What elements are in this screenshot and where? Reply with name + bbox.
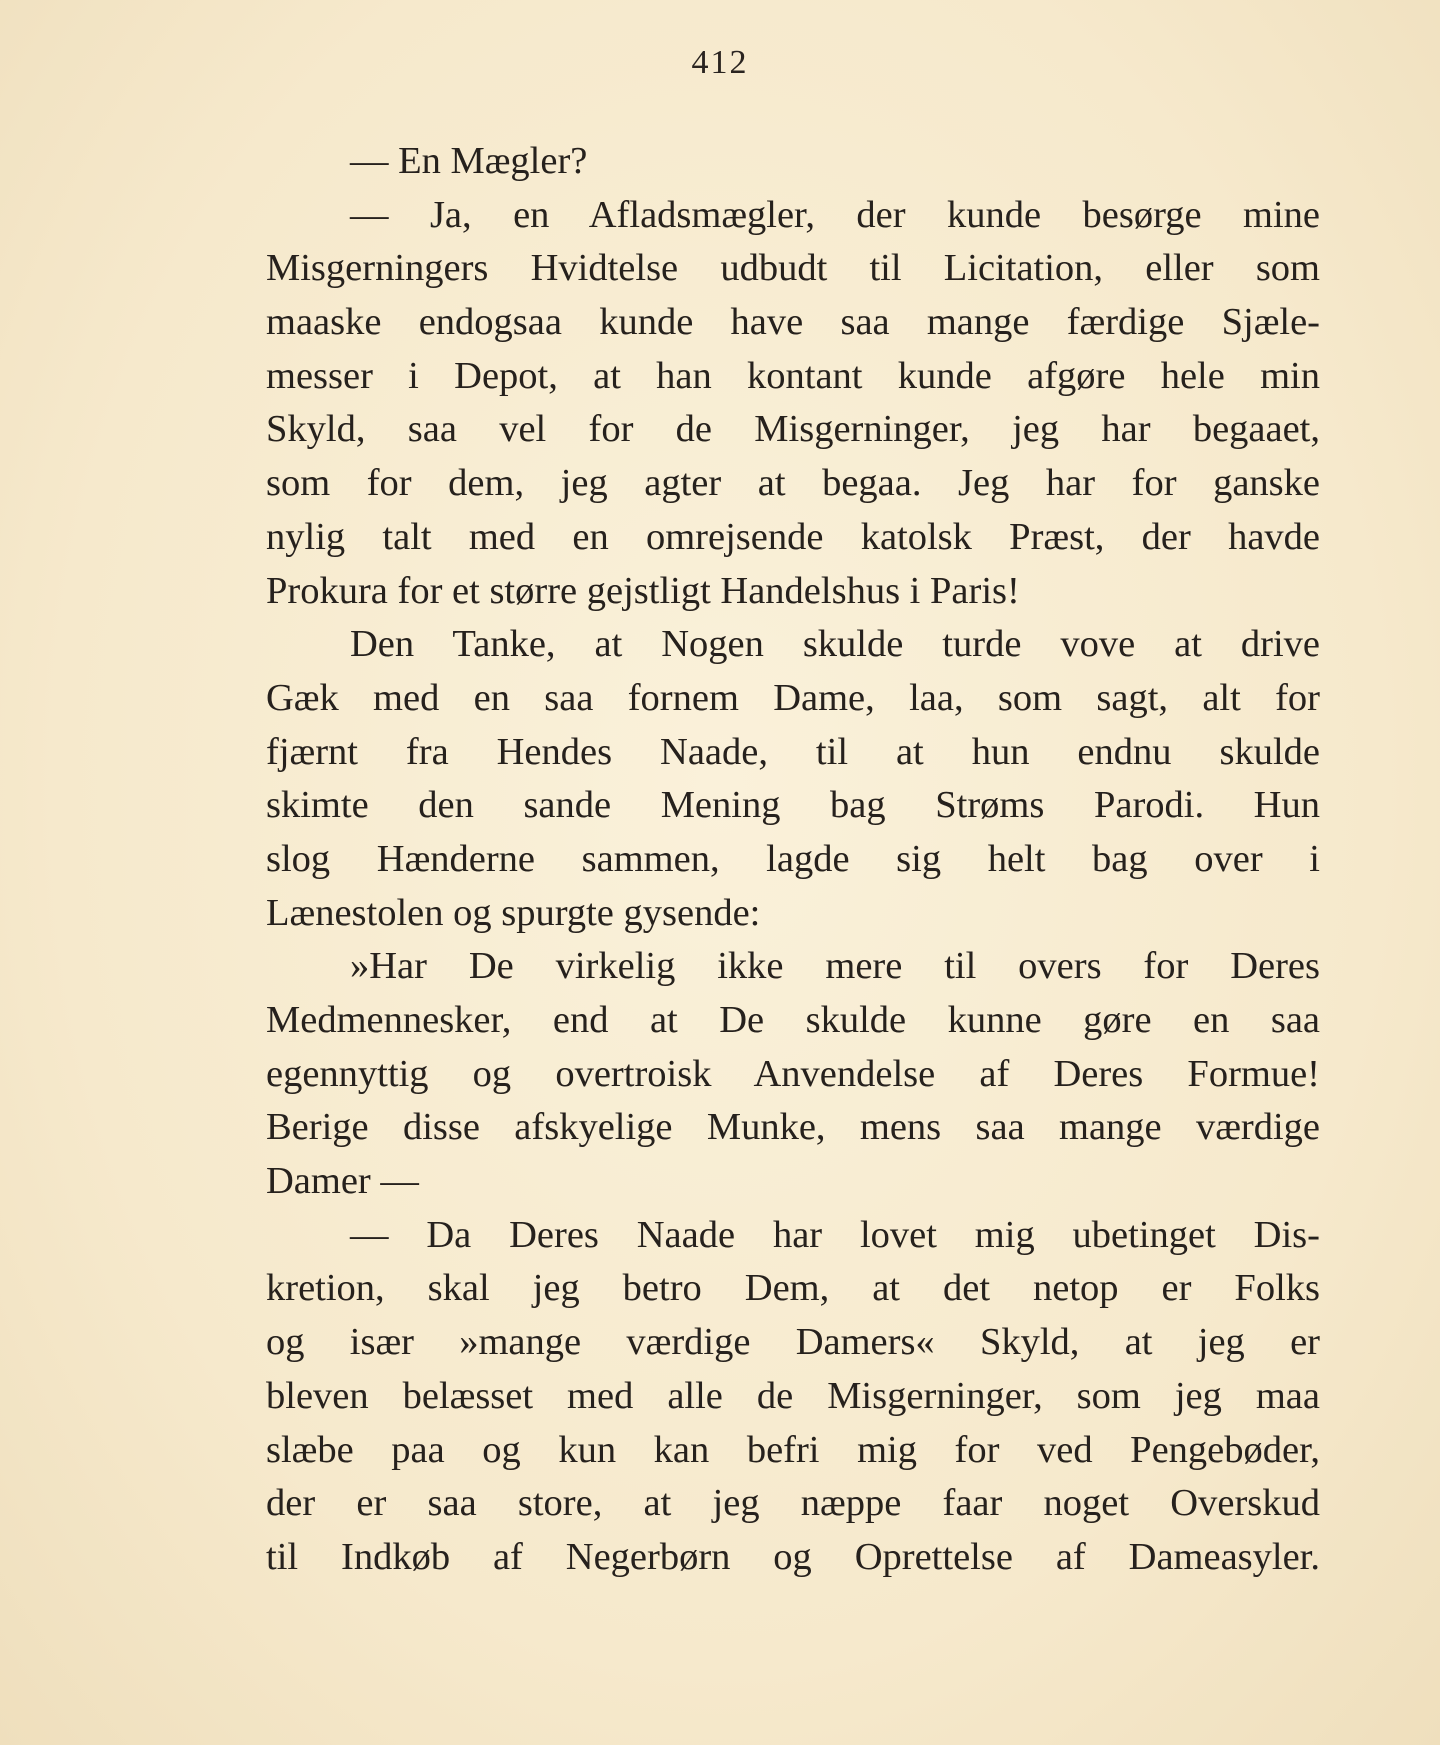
text-line: — Da Deres Naade har lovet mig ubetinget Dis- (350, 1213, 1320, 1256)
text-line: maaske endogsaa kunde have saa mange færdige Sjæle- (266, 301, 1320, 344)
text-line: Skyld, saa vel for de Misgerninger, jeg har begaaet, (266, 408, 1320, 451)
text-line: Lænestolen og spurgte gysende: (266, 891, 761, 934)
text-line: bleven belæsset med alle de Misgerninger, som jeg maa (266, 1374, 1320, 1417)
text-line: Medmennesker, end at De skulde kunne gøre en saa (266, 999, 1320, 1041)
text-line: Den Tanke, at Nogen skulde turde vove at drive (350, 623, 1320, 666)
text-line: — Ja, en Afladsmægler, der kunde besørge mine (350, 193, 1320, 236)
text-line: — En Mægler? (350, 140, 588, 182)
text-line: Berige disse afskyelige Munke, mens saa mange værdige (266, 1106, 1320, 1149)
text-line: Gæk med en saa fornem Dame, laa, som sagt, alt for (266, 676, 1320, 719)
page-number: 412 (691, 44, 749, 81)
text-line: Damer — (266, 1160, 419, 1203)
text-line: slog Hænderne sammen, lagde sig helt bag over i (266, 837, 1320, 880)
text-line: slæbe paa og kun kan befri mig for ved Pengebøder, (266, 1428, 1320, 1471)
text-line: der er saa store, at jeg næppe faar noget Overskud (266, 1482, 1320, 1525)
text-line: egennyttig og overtroisk Anvendelse af Deres Formue! (266, 1052, 1320, 1095)
text-line: kretion, skal jeg betro Dem, at det netop er Folks (266, 1267, 1320, 1310)
text-line: og især »mange værdige Damers« Skyld, at jeg er (266, 1321, 1320, 1364)
text-line: messer i Depot, at han kontant kunde afgøre hele min (266, 354, 1320, 397)
text-line: Prokura for et større gejstligt Handelshus i Paris! (266, 569, 1020, 612)
text-line: skimte den sande Mening bag Strøms Parodi. Hun (266, 784, 1320, 827)
text-line: fjærnt fra Hendes Naade, til at hun endnu skulde (266, 730, 1320, 773)
text-line: nylig talt med en omrejsende katolsk Præst, der havde (266, 515, 1320, 558)
body-text (266, 135, 1320, 1585)
text-line: som for dem, jeg agter at begaa. Jeg har for ganske (266, 462, 1320, 505)
text-line: Misgerningers Hvidtelse udbudt til Licitation, eller som (266, 247, 1320, 290)
text-line: til Indkøb af Negerbørn og Oprettelse af Dameasyler. (266, 1535, 1320, 1578)
text-line: »Har De virkelig ikke mere til overs for Deres (350, 945, 1320, 988)
